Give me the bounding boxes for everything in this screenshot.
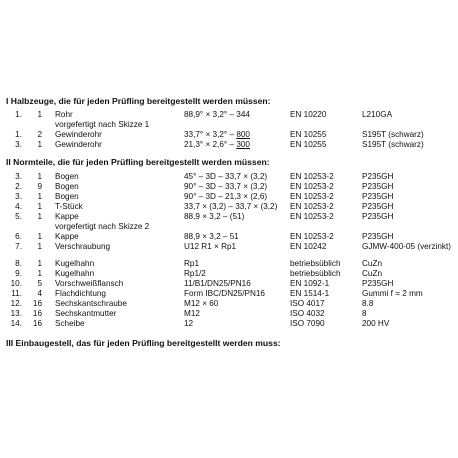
row-qty: 1 bbox=[37, 269, 42, 278]
row-pos: 14. bbox=[10, 319, 22, 328]
dimension-prefix: 21,3° × 2,6° – bbox=[184, 140, 237, 149]
row-pos: 12. bbox=[10, 299, 22, 308]
row-qty: 4 bbox=[37, 289, 42, 298]
row-qty: 1 bbox=[37, 202, 42, 211]
row-dimension: 90° – 3D – 21,3 × (2,6) bbox=[184, 192, 268, 201]
row-norm: EN 10253-2 bbox=[290, 202, 334, 211]
row-name: Kappe bbox=[55, 232, 79, 241]
dimension-length: 300 bbox=[236, 140, 250, 149]
row-norm: EN 10242 bbox=[290, 242, 327, 251]
row-material: P235GH bbox=[362, 279, 394, 288]
row-qty: 1 bbox=[37, 212, 42, 221]
row-qty: 16 bbox=[32, 309, 42, 318]
row-name: Scheibe bbox=[55, 319, 85, 328]
row-norm: ISO 4017 bbox=[290, 299, 325, 308]
row-material: 200 HV bbox=[362, 319, 390, 328]
dimension-prefix: 33,7° × 3,2° – bbox=[184, 130, 237, 139]
row-qty: 9 bbox=[37, 182, 42, 191]
row-pos: 5. bbox=[15, 212, 22, 221]
row-dimension: U12 R1 × Rp1 bbox=[184, 242, 237, 251]
row-dimension: 88,9° × 3,2° – 344 bbox=[184, 110, 250, 119]
row-material: CuZn bbox=[362, 269, 383, 278]
row-name: Gewinderohr bbox=[55, 130, 102, 139]
row-pos: 4. bbox=[15, 202, 22, 211]
row-dimension: 33,7 × (3,2) – 33,7 × (3,2) bbox=[184, 202, 278, 211]
row-qty: 1 bbox=[37, 110, 42, 119]
row-qty: 1 bbox=[37, 259, 42, 268]
row-name: Flachdichtung bbox=[55, 289, 106, 298]
row-norm: EN 10253-2 bbox=[290, 182, 334, 191]
row-qty: 1 bbox=[37, 172, 42, 181]
row-qty: 16 bbox=[32, 319, 42, 328]
row-norm: EN 10255 bbox=[290, 130, 327, 139]
section-heading-einbaugestell: III Einbaugestell, das für jeden Prüfling bereitgestellt werden muss: bbox=[6, 338, 281, 348]
row-norm: EN 1514-1 bbox=[290, 289, 330, 298]
table-row bbox=[0, 241, 458, 252]
row-material: S195T (schwarz) bbox=[362, 130, 424, 139]
row-norm: EN 10220 bbox=[290, 110, 327, 119]
row-material: P235GH bbox=[362, 182, 394, 191]
row-dimension: M12 bbox=[184, 309, 200, 318]
row-pos: 3. bbox=[15, 192, 22, 201]
row-dimension: Form IBC/DN25/PN16 bbox=[184, 289, 265, 298]
row-name: Bogen bbox=[55, 192, 79, 201]
row-pos: 13. bbox=[10, 309, 22, 318]
row-norm: betriebsüblich bbox=[290, 259, 341, 268]
row-pos: 10. bbox=[10, 279, 22, 288]
table-row bbox=[0, 139, 458, 150]
row-material: P235GH bbox=[362, 232, 394, 241]
row-dimension: 88,9 × 3,2 – (51) bbox=[184, 212, 245, 221]
row-name: Bogen bbox=[55, 182, 79, 191]
table-row bbox=[0, 318, 458, 329]
section-heading-normteile: II Normteile, die für jeden Prüfling bereitgestellt werden müssen: bbox=[6, 157, 270, 167]
row-norm: EN 10255 bbox=[290, 140, 327, 149]
row-qty: 1 bbox=[37, 140, 42, 149]
row-norm: EN 1092-1 bbox=[290, 279, 330, 288]
row-qty: 5 bbox=[37, 279, 42, 288]
row-note: vorgefertigt nach Skizze 2 bbox=[55, 222, 150, 231]
row-name: Gewinderohr bbox=[55, 140, 102, 149]
row-pos: 3. bbox=[15, 172, 22, 181]
row-name: Vorschweißflansch bbox=[55, 279, 124, 288]
row-qty: 1 bbox=[37, 232, 42, 241]
row-qty: 2 bbox=[37, 130, 42, 139]
row-pos: 8. bbox=[15, 259, 22, 268]
row-name: Kappe bbox=[55, 212, 79, 221]
row-dimension: Rp1/2 bbox=[184, 269, 206, 278]
row-dimension bbox=[184, 139, 250, 150]
row-dimension: 90° – 3D – 33,7 × (3,2) bbox=[184, 182, 268, 191]
row-name: T-Stück bbox=[55, 202, 83, 211]
row-pos: 9. bbox=[15, 269, 22, 278]
row-dimension: 88,9 × 3,2 – 51 bbox=[184, 232, 239, 241]
row-pos: 3. bbox=[15, 140, 22, 149]
row-material: P235GH bbox=[362, 192, 394, 201]
dimension-length: 800 bbox=[236, 130, 250, 139]
row-name: Verschraubung bbox=[55, 242, 111, 251]
row-name: Sechskantschraube bbox=[55, 299, 127, 308]
row-dimension: M12 × 60 bbox=[184, 299, 219, 308]
row-qty: 1 bbox=[37, 242, 42, 251]
row-norm: ISO 7090 bbox=[290, 319, 325, 328]
row-name: Sechskantmutter bbox=[55, 309, 117, 318]
row-material: GJMW-400-05 (verzinkt) bbox=[362, 242, 452, 251]
row-pos: 1. bbox=[15, 110, 22, 119]
row-material: L210GA bbox=[362, 110, 393, 119]
row-norm: EN 10253-2 bbox=[290, 192, 334, 201]
row-norm: EN 10253-2 bbox=[290, 172, 334, 181]
row-material: Gummi f = 2 mm bbox=[362, 289, 423, 298]
row-name: Kugelhahn bbox=[55, 269, 95, 278]
row-name: Kugelhahn bbox=[55, 259, 95, 268]
row-material: P235GH bbox=[362, 202, 394, 211]
row-material: S195T (schwarz) bbox=[362, 140, 424, 149]
row-dimension: 12 bbox=[184, 319, 194, 328]
row-norm: ISO 4032 bbox=[290, 309, 325, 318]
row-material: P235GH bbox=[362, 172, 394, 181]
row-norm: EN 10253-2 bbox=[290, 212, 334, 221]
row-pos: 2. bbox=[15, 182, 22, 191]
row-qty: 16 bbox=[32, 299, 42, 308]
row-pos: 11. bbox=[11, 289, 22, 298]
row-qty: 1 bbox=[37, 192, 42, 201]
row-material: 8.8 bbox=[362, 299, 374, 308]
row-note: vorgefertigt nach Skizze 1 bbox=[55, 120, 150, 129]
row-pos: 6. bbox=[15, 232, 22, 241]
row-dimension: 45° – 3D – 33,7 × (3,2) bbox=[184, 172, 268, 181]
row-material: 8 bbox=[362, 309, 367, 318]
row-name: Rohr bbox=[55, 110, 73, 119]
row-pos: 1. bbox=[15, 130, 22, 139]
section-heading-halbzeuge: I Halbzeuge, die für jeden Prüfling bereitgestellt werden müssen: bbox=[6, 96, 271, 106]
row-dimension: 11/B1/DN25/PN16 bbox=[184, 279, 251, 288]
row-norm: betriebsüblich bbox=[290, 269, 341, 278]
row-pos: 7. bbox=[15, 242, 22, 251]
row-material: P235GH bbox=[362, 212, 394, 221]
row-material: CuZn bbox=[362, 259, 383, 268]
row-dimension: Rp1 bbox=[184, 259, 200, 268]
row-name: Bogen bbox=[55, 172, 79, 181]
row-norm: EN 10253-2 bbox=[290, 232, 334, 241]
